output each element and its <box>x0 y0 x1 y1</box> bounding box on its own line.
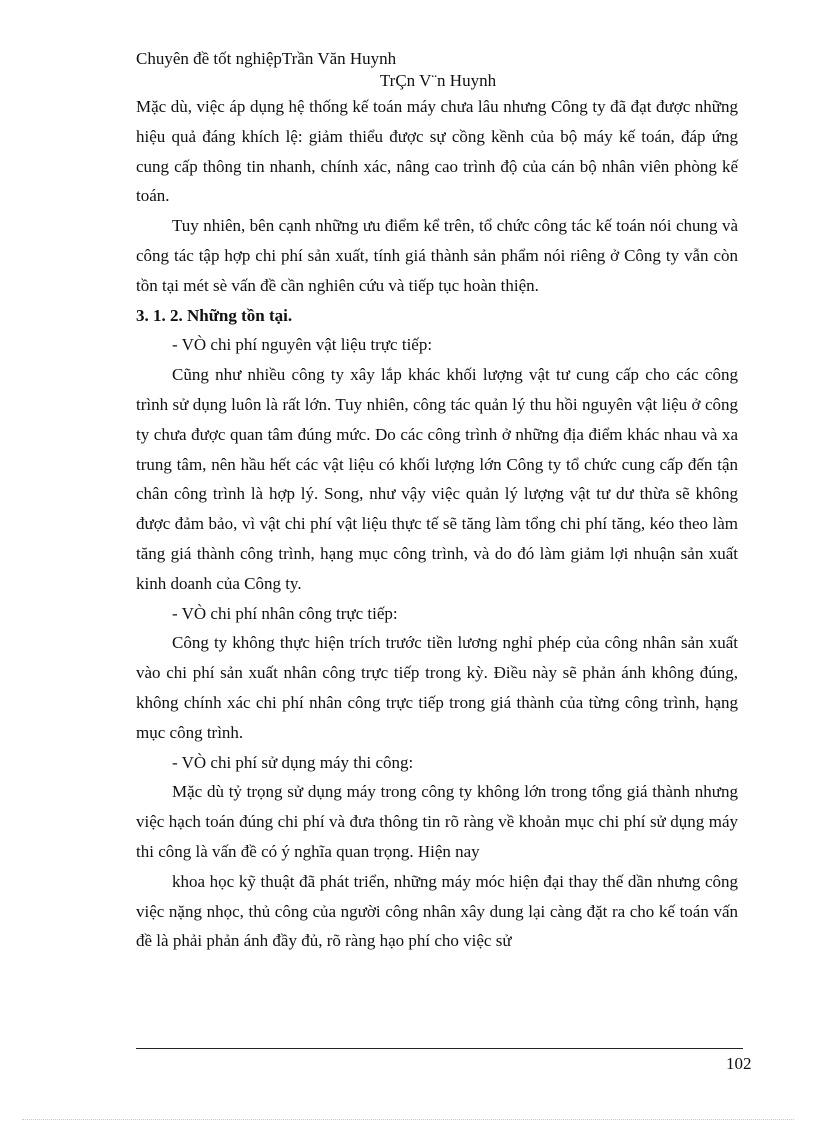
paragraph: Mặc dù tỷ trọng sử dụng máy trong công ty không lớn trong tổng giá thành nhưng việc hạch toán đúng chi phí và đưa thông tin rõ ràng về khoản mục chi phí sử dụng máy thi công là vấn đề có ý nghĩa quan trọng. Hiện nay <box>136 782 738 861</box>
paragraph: Công ty không thực hiện trích trước tiền lương nghỉ phép của công nhân sản xuất vào chi phí sản xuất nhân công trực tiếp trong kỳ. Điều này sẽ phản ánh không đúng, không chính xác chi phí nhân công trực tiếp trong giá thành của từng công trình, hạng mục công trình. <box>136 633 738 742</box>
paragraph: Cũng như nhiều công ty xây lắp khác khối lượng vật tư cung cấp cho các công trình sử dụng luôn là rất lớn. Tuy nhiên, công tác quản lý thu hồi nguyên vật liệu ở công ty chưa được quan tâm đúng mức. Do các công trình ở những địa điểm khác nhau và xa trung tâm, nên hầu hết các vật liệu có khối lượng lớn Công ty tổ chức cung cấp đến tận chân công trình là hợp lý. Song, như vậy việc quản lý lượng vật tư dư thừa sẽ không được đảm bảo, vì vật chi phí vật liệu thực tế sẽ tăng làm tổng chi phí tăng, kéo theo làm tăng giá thành công trình, hạng mục công trình, và do đó làm giảm lợi nhuận sản xuất kinh doanh của Công ty. <box>136 365 738 593</box>
subsection-label: - VÒ chi phí nguyên vật liệu trực tiếp: <box>172 335 433 355</box>
paragraph: Tuy nhiên, bên cạnh những ưu điểm kể trên, tổ chức công tác kế toán nói chung và công tác tập hợp chi phí sản xuất, tính giá thành sản phẩm nói riêng ở Công ty vẫn còn tồn tại mét sè vấn đề cần nghiên cứu và tiếp tục hoàn thiện. <box>136 216 738 295</box>
subsection-label: - VÒ chi phí nhân công trực tiếp: <box>172 603 398 623</box>
page-body <box>136 92 738 956</box>
running-header: Chuyên đề tốt nghiệpTrần Văn Huynh <box>136 49 397 68</box>
page-number: 102 <box>726 1054 752 1073</box>
page-edge-dotted-line <box>22 1119 794 1120</box>
paragraph: Mặc dù, việc áp dụng hệ thống kế toán máy chưa lâu nhưng Công ty đã đạt được những hiệu quả đáng khích lệ: giảm thiểu được sự cồng kềnh của bộ máy kế toán, đáp ứng cung cấp thông tin nhanh, chính xác, nâng cao trình độ của cán bộ nhân viên phòng kế toán. <box>136 97 738 206</box>
section-heading: 3. 1. 2. Những tồn tại. <box>136 305 293 325</box>
subsection-label: - VÒ chi phí sử dụng máy thi công: <box>172 752 414 772</box>
running-header-author: TrÇn V¨n Huynh <box>379 71 497 90</box>
footer-rule <box>136 1048 743 1049</box>
paragraph: khoa học kỹ thuật đã phát triển, những máy móc hiện đại thay thế dần nhưng công việc nặng nhọc, thủ công của người công nhân xây dung lại càng đặt ra cho kế toán vấn đề là phải phản ánh đầy đủ, rõ ràng hạo phí cho việc sử <box>136 871 738 951</box>
